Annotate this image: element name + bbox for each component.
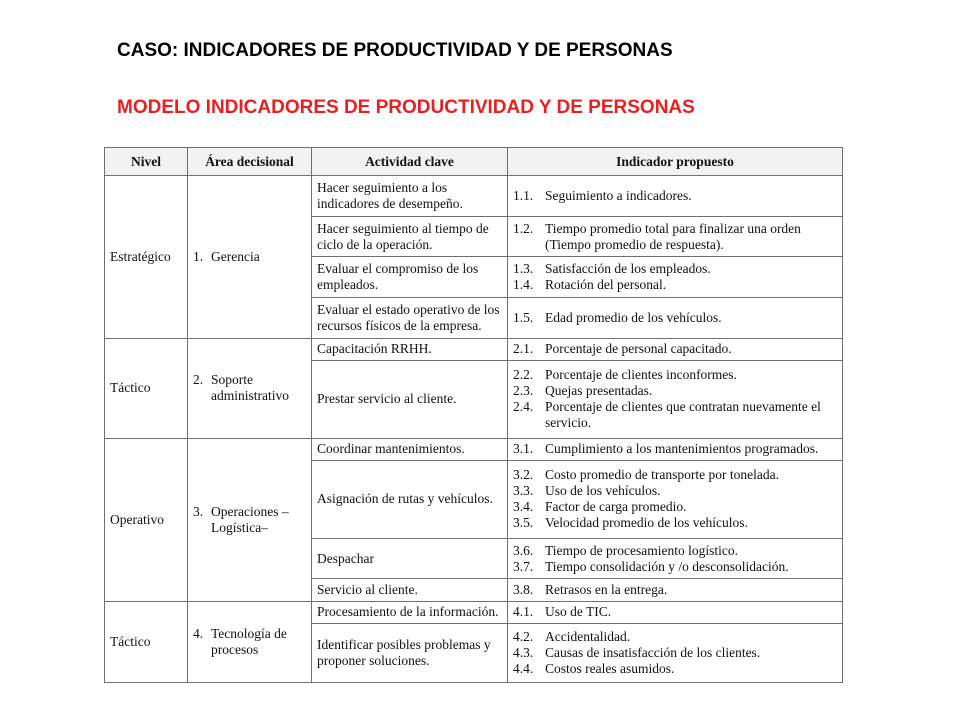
- indicator-text: Porcentaje de clientes que contratan nuevamente el servicio.: [545, 399, 821, 431]
- cell-indicador: [508, 360, 843, 438]
- indicator-item: [513, 467, 837, 483]
- header-actividad: Actividad clave: [312, 148, 508, 176]
- indicator-number: 4.4.: [513, 660, 534, 676]
- cell-indicador: [508, 438, 843, 460]
- area-line: [193, 504, 306, 536]
- indicator-text: Tiempo de procesamiento logístico.: [545, 542, 738, 558]
- cell-indicador: [508, 538, 843, 579]
- indicators-table: [104, 147, 843, 683]
- table-row: [105, 338, 843, 360]
- indicator-text: Edad promedio de los vehículos.: [545, 309, 722, 325]
- cell-actividad: Hacer seguimiento a los indicadores de desempeño.: [312, 176, 508, 217]
- indicator-number: 2.4.: [513, 399, 534, 415]
- indicator-text: Cumplimiento a los mantenimientos programados.: [545, 441, 819, 457]
- indicator-text: Accidentalidad.: [545, 628, 631, 644]
- area-number: 2.: [193, 372, 204, 388]
- cell-indicador: [508, 338, 843, 360]
- cell-indicador: [508, 623, 843, 682]
- cell-actividad: Servicio al cliente.: [312, 579, 508, 601]
- indicator-number: 1.2.: [513, 220, 534, 236]
- cell-actividad: Identificar posibles problemas y proponer soluciones.: [312, 623, 508, 682]
- page-title: CASO: INDICADORES DE PRODUCTIVIDAD Y DE PERSONAS: [117, 40, 673, 61]
- cell-actividad: Asignación de rutas y vehículos.: [312, 460, 508, 538]
- cell-actividad: Hacer seguimiento al tiempo de ciclo de la operación.: [312, 216, 508, 257]
- cell-indicador: [508, 216, 843, 257]
- cell-area: [188, 176, 312, 339]
- indicator-item: [513, 310, 837, 326]
- indicator-text: Costos reales asumidos.: [545, 660, 675, 676]
- indicator-item: [513, 441, 837, 457]
- table-header: [105, 148, 843, 176]
- indicator-item: [513, 515, 837, 531]
- indicator-item: [513, 661, 837, 677]
- area-line: [193, 626, 306, 658]
- cell-actividad: Capacitación RRHH.: [312, 338, 508, 360]
- indicator-item: [513, 645, 837, 661]
- indicator-number: 1.4.: [513, 277, 534, 293]
- indicator-text: Rotación del personal.: [545, 277, 667, 293]
- indicator-text: Uso de los vehículos.: [545, 483, 661, 499]
- indicator-number: 3.5.: [513, 515, 534, 531]
- indicator-text: Porcentaje de personal capacitado.: [545, 341, 732, 357]
- indicator-number: 1.5.: [513, 309, 534, 325]
- indicator-item: [513, 383, 837, 399]
- indicator-text: Costo promedio de transporte por tonelada.: [545, 467, 779, 483]
- area-number: 3.: [193, 503, 204, 519]
- indicator-number: 1.1.: [513, 187, 534, 203]
- area-text: Gerencia: [211, 248, 260, 264]
- indicator-number: 2.1.: [513, 341, 534, 357]
- indicator-number: 3.2.: [513, 467, 534, 483]
- cell-area: [188, 601, 312, 682]
- indicator-number: 3.8.: [513, 581, 534, 597]
- table-body: [105, 176, 843, 683]
- indicator-item: [513, 261, 837, 277]
- cell-area: [188, 338, 312, 438]
- indicator-item: [513, 543, 837, 559]
- indicator-text: Factor de carga promedio.: [545, 499, 687, 515]
- indicator-number: 3.3.: [513, 483, 534, 499]
- cell-nivel: Operativo: [105, 438, 188, 601]
- indicator-number: 2.3.: [513, 383, 534, 399]
- indicator-number: 3.1.: [513, 441, 534, 457]
- indicator-number: 3.6.: [513, 542, 534, 558]
- area-text: Tecnología de procesos: [211, 625, 287, 657]
- area-number: 4.: [193, 625, 204, 641]
- cell-area: [188, 438, 312, 601]
- area-text: Operaciones –Logística–: [211, 503, 289, 535]
- header-row: [105, 148, 843, 176]
- cell-actividad: Evaluar el compromiso de los empleados.: [312, 257, 508, 298]
- indicator-text: Uso de TIC.: [545, 604, 612, 620]
- indicator-item: [513, 559, 837, 575]
- cell-actividad: Prestar servicio al cliente.: [312, 360, 508, 438]
- indicator-item: [513, 188, 837, 204]
- table-row: [105, 176, 843, 217]
- cell-nivel: Estratégico: [105, 176, 188, 339]
- indicator-item: [513, 499, 837, 515]
- indicator-item: [513, 604, 837, 620]
- table-row: [105, 601, 843, 623]
- header-indicador: Indicador propuesto: [508, 148, 843, 176]
- cell-indicador: [508, 176, 843, 217]
- indicator-item: [513, 367, 837, 383]
- header-nivel: Nivel: [105, 148, 188, 176]
- indicator-text: Velocidad promedio de los vehículos.: [545, 515, 748, 531]
- indicator-item: [513, 483, 837, 499]
- indicator-item: [513, 221, 837, 253]
- page-subtitle: MODELO INDICADORES DE PRODUCTIVIDAD Y DE PERSONAS: [117, 97, 695, 118]
- indicator-text: Quejas presentadas.: [545, 383, 653, 399]
- header-area: Área decisional: [188, 148, 312, 176]
- indicator-number: 4.1.: [513, 604, 534, 620]
- cell-nivel: Táctico: [105, 338, 188, 438]
- cell-indicador: [508, 460, 843, 538]
- cell-nivel: Táctico: [105, 601, 188, 682]
- cell-indicador: [508, 298, 843, 339]
- cell-indicador: [508, 579, 843, 601]
- indicator-text: Porcentaje de clientes inconformes.: [545, 367, 737, 383]
- indicator-number: 3.7.: [513, 558, 534, 574]
- indicator-item: [513, 582, 837, 598]
- indicator-text: Satisfacción de los empleados.: [545, 261, 711, 277]
- indicator-item: [513, 341, 837, 357]
- indicator-text: Tiempo consolidación y /o desconsolidación.: [545, 558, 789, 574]
- area-number: 1.: [193, 248, 204, 264]
- area-line: [193, 372, 306, 404]
- indicator-item: [513, 399, 837, 431]
- cell-actividad: Evaluar el estado operativo de los recursos físicos de la empresa.: [312, 298, 508, 339]
- indicator-text: Seguimiento a indicadores.: [545, 187, 692, 203]
- indicator-text: Causas de insatisfacción de los clientes.: [545, 644, 761, 660]
- indicator-number: 2.2.: [513, 367, 534, 383]
- area-text: Soporte administrativo: [211, 372, 289, 404]
- indicator-item: [513, 277, 837, 293]
- cell-actividad: Coordinar mantenimientos.: [312, 438, 508, 460]
- indicator-number: 3.4.: [513, 499, 534, 515]
- indicator-text: Tiempo promedio total para finalizar una orden (Tiempo promedio de respuesta).: [545, 220, 801, 252]
- cell-actividad: Procesamiento de la información.: [312, 601, 508, 623]
- cell-indicador: [508, 601, 843, 623]
- cell-indicador: [508, 257, 843, 298]
- table-row: [105, 438, 843, 460]
- indicator-number: 1.3.: [513, 261, 534, 277]
- indicator-text: Retrasos en la entrega.: [545, 581, 668, 597]
- indicator-item: [513, 629, 837, 645]
- indicator-number: 4.2.: [513, 628, 534, 644]
- area-line: [193, 249, 306, 265]
- cell-actividad: Despachar: [312, 538, 508, 579]
- indicator-number: 4.3.: [513, 644, 534, 660]
